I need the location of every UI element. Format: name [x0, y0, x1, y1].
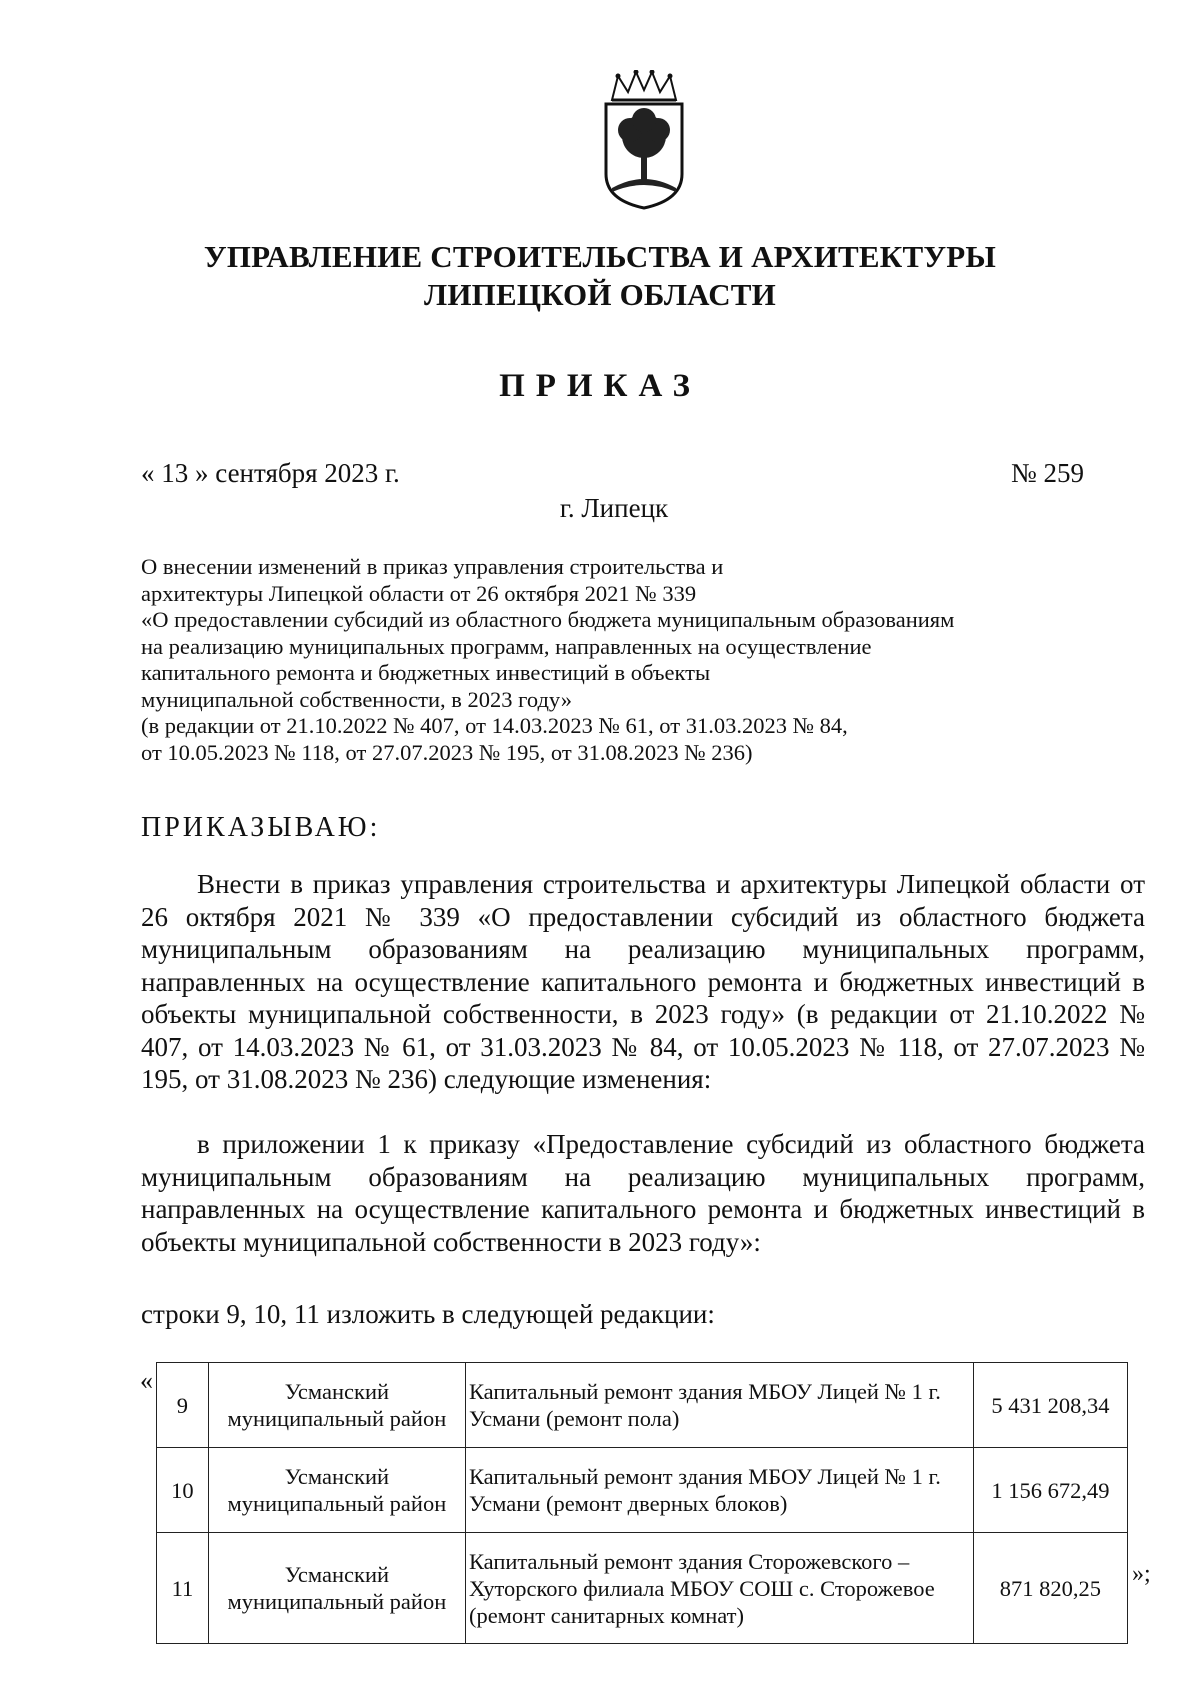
- document-date: « 13 » сентября 2023 г.: [141, 458, 400, 488]
- row-object: Капитальный ремонт здания МБОУ Лицей № 1 г. Усмани (ремонт пола): [465, 1363, 973, 1448]
- document-type: ПРИКАЗ: [499, 368, 701, 404]
- table-row: [157, 1533, 1128, 1644]
- organization-title-line-2: ЛИПЕЦКОЙ ОБЛАСТИ: [424, 277, 776, 312]
- subject-line: на реализацию муниципальных программ, направленных на осуществление: [141, 633, 872, 659]
- subject-line: от 10.05.2023 № 118, от 27.07.2023 № 195, от 31.08.2023 № 236): [141, 739, 753, 765]
- table-row: [157, 1363, 1128, 1448]
- paragraph-appendix-text: в приложении 1 к приказу «Предоставление субсидий из областного бюджета муниципальным образованиям на реализацию муниципальных программ, направленных на осуществление капитального ремонта и бюджетных инвестиций в объекты муниципальной собственности в 2023 году»:: [141, 1129, 1145, 1257]
- subject-line: капитального ремонта и бюджетных инвестиций в объекты: [141, 660, 711, 685]
- table-row: [157, 1448, 1128, 1533]
- row-number: 10: [157, 1448, 209, 1533]
- row-amount: 5 431 208,34: [973, 1363, 1127, 1448]
- subject-line: «О предоставлении субсидий из областного бюджета муниципальным образованиям: [141, 607, 955, 632]
- paragraph-changes: [141, 868, 1145, 1096]
- coat-of-arms-icon: [598, 70, 690, 212]
- document-city: г. Липецк: [559, 493, 669, 523]
- paragraph-rows: строки 9, 10, 11 изложить в следующей редакции:: [141, 1299, 715, 1329]
- row-amount: 871 820,25: [973, 1533, 1127, 1644]
- document-number: № 259: [1010, 458, 1084, 488]
- row-district: Усманский муниципальный район: [208, 1533, 465, 1644]
- organization-title-line-1: УПРАВЛЕНИЕ СТРОИТЕЛЬСТВА И АРХИТЕКТУРЫ: [203, 239, 997, 274]
- subject-line: архитектуры Липецкой области от 26 октября 2021 № 339: [141, 580, 697, 606]
- paragraph-changes-text: Внести в приказ управления строительства и архитектуры Липецкой области от 26 октября 2021 № 339 «О предоставлении субсидий из областного бюджета муниципальным образованиям на реализацию муниципальных программ, направленных на осуществление капитального ремонта и бюджетных инвестиций в объекты муниципальной собственности, в 2023 году» (в редакции от 21.10.2022 № 407, от 14.03.2023 № 61, от 31.03.2023 № 84, от 10.05.2023 № 118, от 27.07.2023 № 195, от 31.08.2023 № 236) следующие изменения:: [141, 869, 1145, 1094]
- row-number: 9: [157, 1363, 209, 1448]
- subsidy-table: [156, 1362, 1128, 1644]
- subject-line: (в редакции от 21.10.2022 № 407, от 14.03.2023 № 61, от 31.03.2023 № 84,: [141, 713, 848, 738]
- order-subject: [141, 554, 1091, 766]
- row-district: Усманский муниципальный район: [208, 1363, 465, 1448]
- row-number: 11: [157, 1533, 209, 1644]
- row-object: Капитальный ремонт здания МБОУ Лицей № 1 г. Усмани (ремонт дверных блоков): [465, 1448, 973, 1533]
- subject-line: муниципальной собственности, в 2023 году»: [141, 686, 572, 712]
- order-word: ПРИКАЗЫВАЮ:: [141, 812, 381, 843]
- table-opening-quote: «: [140, 1366, 153, 1395]
- row-district: Усманский муниципальный район: [208, 1448, 465, 1533]
- table-closing-quote: »;: [1132, 1561, 1151, 1587]
- row-object: Капитальный ремонт здания Сторожевского – Хуторского филиала МБОУ СОШ с. Сторожевое (ремонт санитарных комнат): [465, 1533, 973, 1644]
- subject-line: О внесении изменений в приказ управления строительства и: [141, 554, 724, 579]
- paragraph-appendix: [141, 1128, 1145, 1258]
- organization-title: [0, 238, 1200, 314]
- row-amount: 1 156 672,49: [973, 1448, 1127, 1533]
